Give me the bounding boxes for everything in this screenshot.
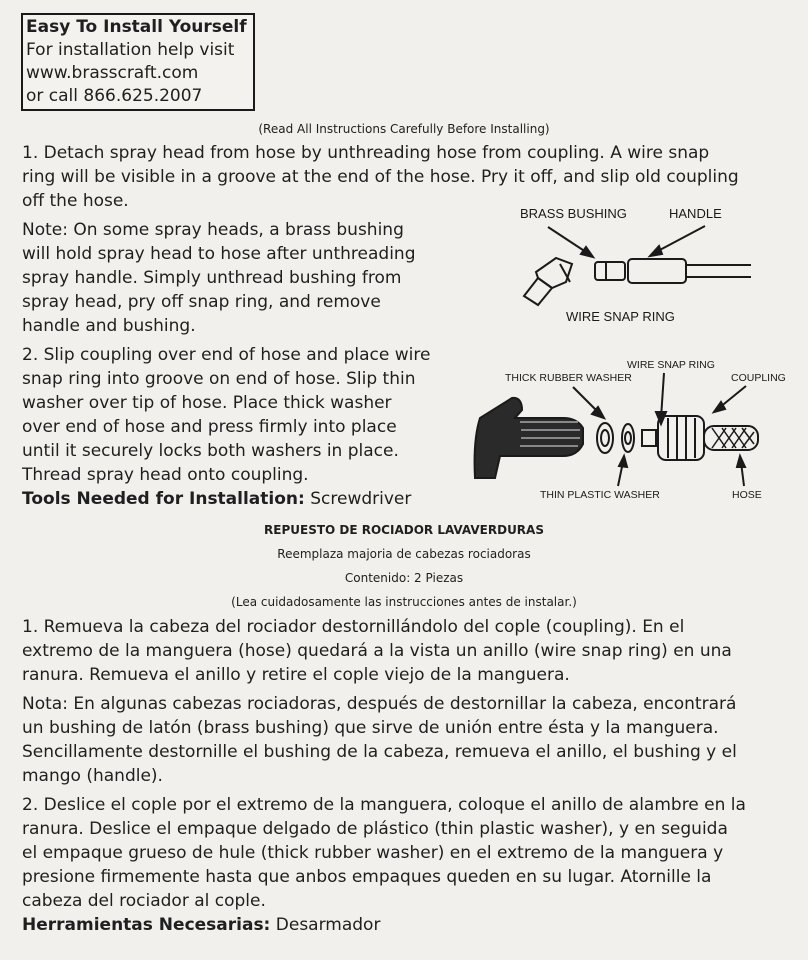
- spanish-title: REPUESTO DE ROCIADOR LAVAVERDURAS: [264, 523, 544, 537]
- spanish-step2-line: ranura. Deslice el empaque delgado de plástico (thin plastic washer), y en seguida: [22, 819, 728, 839]
- spanish-step2-line: 2. Deslice el cople por el extremo de la manguera, coloque el anillo de alambre en la: [22, 795, 746, 815]
- spanish-step2-line: presione firmemente hasta que anbos empaques queden en su lugar. Atornille la: [22, 867, 712, 887]
- spanish-subtitle: Reemplaza majoria de cabezas rociadoras: [277, 547, 531, 561]
- spanish-step1-line: ranura. Remueva el anillo y retire el cople viejo de la manguera.: [22, 665, 570, 685]
- label-thick-rubber-washer: THICK RUBBER WASHER: [505, 372, 632, 384]
- label-coupling: COUPLING: [731, 372, 786, 384]
- english-step1-line: off the hose.: [22, 191, 129, 211]
- label-hose: HOSE: [732, 489, 762, 501]
- label-wire-snap-ring-bottom: WIRE SNAP RING: [627, 359, 715, 371]
- english-note-line: Note: On some spray heads, a brass bushing: [22, 220, 404, 240]
- spanish-tools-value: Desarmador: [270, 915, 381, 935]
- label-wire-snap-ring-top: WIRE SNAP RING: [566, 309, 675, 324]
- english-note-line: spray head, pry off snap ring, and remove: [22, 292, 381, 312]
- english-tools-value: Screwdriver: [304, 489, 412, 509]
- spanish-step1-line: 1. Remueva la cabeza del rociador destornillándolo del cople (coupling). En el: [22, 617, 685, 637]
- english-note-line: handle and bushing.: [22, 316, 196, 336]
- english-tools-label: Tools Needed for Installation:: [22, 489, 305, 509]
- contact-box-line: For installation help visit: [26, 40, 235, 60]
- contact-box-url: www.brasscraft.com: [26, 63, 199, 83]
- english-step2-line: until it securely locks both washers in place.: [22, 441, 399, 461]
- label-brass-bushing: BRASS BUSHING: [520, 206, 627, 221]
- spanish-note-line: mango (handle).: [22, 766, 163, 786]
- spanish-step2-line: cabeza del rociador al cople.: [22, 891, 266, 911]
- english-step2-line: Thread spray head onto coupling.: [22, 465, 309, 485]
- english-step1-line: 1. Detach spray head from hose by unthreading hose from coupling. A wire snap: [22, 143, 710, 163]
- spanish-tools-line: [22, 913, 380, 937]
- english-step1-line: ring will be visible in a groove at the end of the hose. Pry it off, and slip old coupling: [22, 167, 739, 187]
- spanish-note-line: Nota: En algunas cabezas rociadoras, después de destornillar la cabeza, encontrará: [22, 694, 737, 714]
- english-read-note: (Read All Instructions Carefully Before Installing): [258, 122, 550, 136]
- contact-box: [21, 13, 255, 111]
- english-note-line: spray handle. Simply unthread bushing from: [22, 268, 402, 288]
- english-step2-line: 2. Slip coupling over end of hose and place wire: [22, 345, 431, 365]
- english-step2-line: over end of hose and press firmly into place: [22, 417, 397, 437]
- spanish-read-note: (Lea cuidadosamente las instrucciones antes de instalar.): [231, 595, 577, 609]
- english-step2-line: washer over tip of hose. Place thick washer: [22, 393, 392, 413]
- label-thin-plastic-washer: THIN PLASTIC WASHER: [540, 489, 660, 501]
- contact-box-title: Easy To Install Yourself: [26, 17, 247, 37]
- spanish-note-line: un bushing de latón (brass bushing) que sirve de unión entre ésta y la manguera.: [22, 718, 719, 738]
- spanish-tools-label: Herramientas Necesarias:: [22, 915, 271, 935]
- english-tools-line: [22, 487, 411, 511]
- spanish-step1-line: extremo de la manguera (hose) quedará a la vista un anillo (wire snap ring) en una: [22, 641, 732, 661]
- english-note-line: will hold spray head to hose after unthreading: [22, 244, 416, 264]
- english-step2-line: snap ring into groove on end of hose. Slip thin: [22, 369, 416, 389]
- spanish-step2-line: el empaque grueso de hule (thick rubber washer) en el extremo de la manguera y: [22, 843, 724, 863]
- label-handle: HANDLE: [669, 206, 722, 221]
- contact-box-phone: or call 866.625.2007: [26, 86, 203, 106]
- spanish-contents: Contenido: 2 Piezas: [344, 571, 464, 585]
- spanish-note-line: Sencillamente destornille el bushing de la cabeza, remueva el anillo, el bushing y el: [22, 742, 737, 762]
